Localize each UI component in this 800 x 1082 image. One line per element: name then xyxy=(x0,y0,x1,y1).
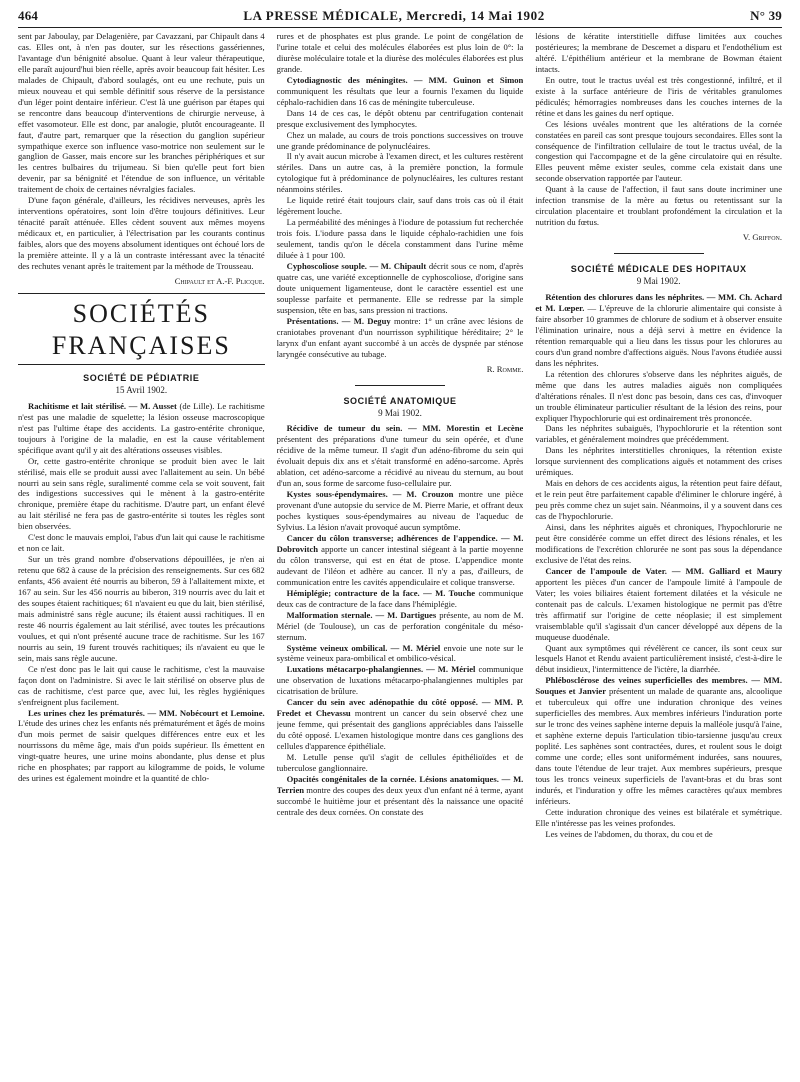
article-text: montre des coupes des deux yeux d'un enfant né à terme, ayant succombé le huitième jour et présentant dès la naissance une opacité centrale des deux cornées. On constate des xyxy=(276,784,524,817)
paragraph: C'est donc le mauvais emploi, l'abus d'un lait qui cause le rachitisme et non ce lait. xyxy=(18,532,265,554)
article-paragraph xyxy=(277,316,524,360)
paragraph: Les veines de l'abdomen, du thorax, du cou et de xyxy=(545,828,713,839)
article-paragraph xyxy=(277,774,524,818)
article-lead: Malformation sternale. — M. Dartigues xyxy=(286,609,437,620)
article-paragraph xyxy=(277,697,524,752)
section-date: 9 Mai 1902. xyxy=(378,407,422,418)
paragraph: Dans les néphrites subaiguës, l'hypochlorurie et la rétention sont variables, et généralement moindres que précédemment. xyxy=(535,423,783,445)
paragraph: Mais en dehors de ces accidents aigus, la rétention peut faire défaut, et le rein peut être parfaitement capable d'éliminer le chlorure ingéré, à peu près comme chez un sujet sain. Néanmoins, il y a souvent dans ces cas de l'hypochlorurie. xyxy=(535,478,783,522)
article-paragraph xyxy=(277,610,524,643)
article-text: montre: 1° un crâne avec lésions de craniotabes provenant d'un nourrisson syphilitique héréditaire; 2° le larynx d'un enfant ayant succombé à un accès de dyspnée par sténose laryngée consécutive au tubage. xyxy=(276,315,524,359)
article-paragraph xyxy=(277,423,524,489)
article-paragraph xyxy=(535,566,782,643)
article-text: présentent un malade de quarante ans, alcoolique et tuberculeux qui offre une induration chronique des veines superficielles des membres. Aux membres inférieurs l'induration porte sur le tronc des veines saphène interne depuis la malléole jusqu'à l'aine, et saphène externe depuis l'articulation tibio-tarsienne jusqu'au creux poplité. Les saphènes sont contractées, dures, et roulent sous le doigt comme une corde; elles sont uniformément indurées, sans nouures, dans toute l'étendue de leur trajet. Aux membres supérieurs, presque tous les troncs veineux superficiels de l'avant-bras et du bras sont indurés, et l'induration y offre les mêmes caractères qu'aux membres inférieurs. xyxy=(535,686,783,806)
article-lead: Cancer du sein avec adénopathie du côté opposé. — MM. P. Fredet et Chevassu xyxy=(276,697,524,719)
article-text: L'étude des urines chez les enfants nés prématurément et âgés de moins d'un mois permet de saisir quelques différences entre eux et les nourrissons du même âge, mais d'un poids supérieur. Ils émettent en vingt-quatre heures, une urine moins abondante, plus dense et plus riche en phosphates; par rapport au kilogramme de poids, le volume des urines est également moindre et la quantité de chlo- xyxy=(18,718,265,784)
article-lead: Système veineux ombilical. — M. Mériel xyxy=(286,642,441,653)
paragraph: Quant aux symptômes qui révélèrent ce cancer, ils sont ceux sur lesquels Hanot et Rendu avaient particulièrement insisté, c'est-à-dire le début insidieux, l'intermittence de l'ictère, la diarrhée. xyxy=(535,642,783,675)
page-number: 464 xyxy=(18,8,39,23)
paragraph: rures et de phosphates est plus grande. Le point de congélation de l'urine totale et celui des molécules élaborées est plus loin de 0°: la diurèse moléculaire totale et la diurèse des molécules élaborées est plus grande. xyxy=(276,31,524,74)
article-lead: Les urines chez les prématurés. — MM. Nobécourt et Lemoine. xyxy=(28,707,265,718)
article-text: montrent un cancer du sein observé chez une jeune femme, qui présentait des ganglions appréciables dans l'aisselle du côté opposé. L'examen histologique montre dans ces ganglions des cellules d'apparence épithéliale. xyxy=(276,708,524,752)
paragraph: La perméabilité des méninges à l'iodure de potassium fut recherchée trois fois. L'iodure passa dans le liquide céphalo-rachidien une fois seulement, tandis qu'on le décela constamment dans l'urine même diluée à 1 pour 100. xyxy=(276,217,524,261)
article-lead: Cytodiagnostic des méningites. — MM. Guinon et Simon xyxy=(286,74,524,85)
paragraph: Dans 14 de ces cas, le dépôt obtenu par centrifugation contenait presque exclusivement des lymphocytes. xyxy=(276,107,524,129)
section-date: 9 Mai 1902. xyxy=(636,276,681,287)
section-date: 15 Avril 1902. xyxy=(115,384,168,395)
paragraph: Or, cette gastro-entérite chronique se produit bien avec le lait stérilisé, mais elle se produit aussi avec l'allaitement au sein. Un bébé nourri au sein sans règle, suralimenté comme cela se voit souvent, fait des indigestions successives qui le mènent à la gastro-entérite chronique, première étape du rachitisme. D'autre part, un enfant élevé au lait stérilisé ne fera pas de gastro-entérite si toutes les règles sont bien observées. xyxy=(18,455,265,532)
signature: Chipault et A.-F. Plicque. xyxy=(174,275,265,286)
article-paragraph xyxy=(277,588,524,610)
article-paragraph xyxy=(277,489,524,533)
article-lead: Cancer de l'ampoule de Vater. — MM. Galliard et Maury xyxy=(545,565,783,576)
signature: R. Romme. xyxy=(486,363,524,374)
article-lead: Kystes sous-épendymaires. — M. Crouzon xyxy=(286,489,454,500)
column-2 xyxy=(277,31,524,1081)
paragraph: Chez un malade, au cours de trois ponctions successives on trouve une grande prédominance de polynucléaires. xyxy=(276,129,524,151)
article-paragraph xyxy=(277,643,524,665)
article-text: présente, au nom de M. Mériel (de Toulouse), un cas de perforation congénitale du méso-sternum. xyxy=(276,609,524,642)
article-text: communique deux cas de contracture de la face dans l'hémiplégie. xyxy=(276,587,524,609)
divider xyxy=(614,253,704,254)
article-lead: Rétention des chlorures dans les néphrites. — MM. Ch. Achard et M. Lœper. xyxy=(535,292,783,313)
section-heading: SOCIÉTÉ DE PÉDIATRIE xyxy=(83,372,200,383)
paragraph: M. Letulle pense qu'il s'agit de cellules épithélioïdes et de tuberculose ganglionnaire. xyxy=(276,752,524,773)
article-lead: Opacités congénitales de la cornée. Lésions anatomiques. — M. Terrien xyxy=(276,773,524,795)
paragraph: Ainsi, dans les néphrites aiguës et chroniques, l'hypochlorurie ne peut être considérée comme un effet direct des lésions rénales, et les modifications de l'excrétion chlorurée ne sont pas sous la dépendance exclusive de l'état des reins. xyxy=(535,522,783,565)
article-text: communique une observation de luxations métacarpo-phalangiennes multiples par cicatrisation de brûlure. xyxy=(276,664,524,697)
article-paragraph xyxy=(277,533,524,588)
article-lead: Rachitisme et lait stérilisé. — M. Ausset xyxy=(28,400,177,411)
article-paragraph xyxy=(277,75,524,108)
section-heading: SOCIÉTÉ ANATOMIQUE xyxy=(343,395,457,406)
divider xyxy=(18,293,265,294)
section-heading: SOCIÉTÉ MÉDICALE DES HOPITAUX xyxy=(570,264,747,275)
article-text: décrit sous ce nom, d'après quatre cas, une variété exceptionnelle de cyphoscoliose, d'origine sans doute uniquement ligamenteuse, dont le caractère essentiel est une souplesse parfaite et permanente. Elle se redresse par la simple suspension, tête en bas, sans pression ni tractions. xyxy=(276,261,524,315)
article-lead: Cyphoscoliose souple. — M. Chipault xyxy=(286,261,427,272)
article-paragraph xyxy=(535,675,782,806)
column-1 xyxy=(18,31,265,1081)
article-lead: Phlébosclérose des veines superficielles des membres. — MM. Souques et Janvier xyxy=(535,675,783,697)
article-paragraph xyxy=(277,261,524,316)
divider xyxy=(18,364,265,365)
issue-number: N° 39 xyxy=(750,8,782,23)
article-text: apportent les pièces d'un cancer de l'ampoule limité à l'ampoule de Vater; les voies biliaires étaient fortement dilatées et la vésicule ne contenait pas de calculs. L'examen histologique ne permit pas d'être très affirmatif sur l'origine de cette néoplasie; il est simplement vraisemblable qu'il s'agissait d'un cancer développé aux dépens de la muqueuse duodénale. xyxy=(535,576,783,642)
journal-title: LA PRESSE MÉDICALE, Mercredi, 14 Mai 1902 xyxy=(243,8,545,23)
paragraph: La rétention des chlorures s'observe dans les néphrites aiguës, de même que dans les autres maladies aiguës non compliquées d'altérations rénales. Il n'est donc pas besoin, dans ces cas, d'invoquer un trouble éliminateur particulier résultant de la lésion des reins, pour expliquer l'hypochlorurie qui est ordinairement très prononcée. xyxy=(535,368,783,423)
article-text: — L'épreuve de la chlorurie alimentaire qui consiste à faire absorber 10 grammes de chlorure de sodium et à observer ensuite l'élimination urinaire, nous a déjà servi à mettre en évidence la rétention remarquable qui a lieu dans les tissus pour les chlorures au cours d'un grand nombre d'affections aiguës. Nous l'avons étudiée aussi dans les néphrites. xyxy=(535,302,783,368)
paragraph: D'une façon générale, d'ailleurs, les récidives nerveuses, après les interventions opératoires, sont loin d'être toujours définitives. Leur ténacité paraît atténuée. Elles cèdent souvent aux mêmes moyens médicaux et, en particulier, à l'électrisation par les courants continus faibles, alors que des moyens absolument identiques ont échoué lors de la première atteinte. Il y a là un contraste intéressant avec la ténacité des rechutes venant après le traitement par la méthode de Trousseau. xyxy=(18,195,265,272)
article-lead: Luxations métacarpo-phalangiennes. — M. Mériel xyxy=(286,664,476,675)
paragraph: Ce n'est donc pas le lait qui cause le rachitisme, c'est la mauvaise façon dont on l'administre. Si avec le lait stérilisé on observe plus de cas de rachitisme, c'est parce que, avec lui, les règles hygiéniques s'enfreignent plus facilement. xyxy=(18,663,265,707)
article-text: apporte un cancer intestinal siégeant à la partie moyenne du côlon transverse, qui est en état de ptose. L'appendice monte audevant de l'iléon et adhère au cancer. Il n'y a pas, d'ailleurs, de communication entre les cavités appendiculaire et colique transverse. xyxy=(276,543,524,587)
article-lead: Cancer du côlon transverse; adhérences de l'appendice. — M. Dobrovitch xyxy=(276,532,524,554)
article-lead: Hémiplégie; contracture de la face. — M. Touche xyxy=(286,587,476,598)
article-paragraph xyxy=(277,664,524,697)
paragraph: Il n'y avait aucun microbe à l'examen direct, et les cultures restèrent stériles. Dans un autre cas, à la première ponction, la formule cytologique fut à prédominance de polynucléaires, les cultures restant néanmoins stériles. xyxy=(276,151,524,195)
article-text: (de Lille). Le rachitisme n'est pas une maladie de squelette; la lésion osseuse macroscopique n'est pas l'ultime étape des accidents. La gastro-entérite chronique, toujours à l'origine de la maladie, en est la cause véritablement spécifique avant qu'il y ait des altérations osseuses visibles. xyxy=(18,400,265,455)
article-text: communiquent les résultats que leur a fournis l'examen du liquide céphalo-rachidien dans 16 cas de méningite tuberculeuse. xyxy=(276,85,524,107)
column-3 xyxy=(535,31,782,1081)
paragraph: Sur un très grand nombre d'observations dépouillées, je n'en ai retenu que 682 à cause de la précision des renseignements. Sur ces 682 enfants, 456 avaient été nourris au biberon, 59 à l'allaitement mixte, et 167 au sein. Sur les 456 nourris au biberon, 319 nourris avec du lait et des soupes étaient rachitiques; 61 n'avaient eu que du lait, bien stérilisé, mais administré sans règle aucune; ils étaient aussi rachitiques. Il en reste 46 nourris également au lait stérilisé, avec toutes les précautions voulues, et qui n'ont présenté aucune trace de rachitisme. Sur les 167 nourris au sein, 19 furent trouvés rachitiques; ils n'avaient eu que le sein, mais sans règle aucune. xyxy=(18,554,265,663)
article-paragraph xyxy=(18,708,265,785)
paragraph: En outre, tout le tractus uvéal est très congestionné, infiltré, et il existe à la surface antérieure de l'iris de véritables granulomes pédiculés; hémorragies nombreuses dans les couches internes de la rétine et dans les gaines du nerf optique. xyxy=(535,74,783,118)
paragraph: Dans les néphrites interstitielles chroniques, la rétention existe lorsque surviennent des complications aiguës et notamment des crises urémiques. xyxy=(535,445,783,478)
article-text: envoie une note sur le système veineux para-ombilical et ombilico-vésical. xyxy=(276,642,524,664)
article-text: montre une pièce provenant d'une autopsie du service de M. Pierre Marie, et offrant deux poches kystiques sous-épendymaires au niveau de l'aqueduc de Sylvius. La lésion n'avait provoqué aucun symptôme. xyxy=(276,489,524,533)
rubric-title: SOCIÉTÉS FRANÇAISES xyxy=(51,298,231,360)
page-header xyxy=(18,8,782,28)
paragraph: lésions de kératite interstitielle diffuse limitées aux couches postérieures; la membrane de Descemet a disparu et l'endothélium est altéré. L'épithélium antérieur et la membrane de Bowman étaient intacts. xyxy=(535,31,783,74)
paragraph: Cette induration chronique des veines est bilatérale et symétrique. Elle n'intéresse pas les veines profondes. xyxy=(535,806,783,828)
paragraph: sent par Jaboulay, par Delagenière, par Cavazzani, par Chipault dans 4 cas. Elles ont, à n'en pas douter, sur les résections gassériennes, l'avantage d'un bénignité absolue. Quant à leur valeur thérapeutique, elle paraît aujourd'hui bien réelle, après avoir beaucoup fait hésiter. Les malades de Chipault, d'abord soulagés, ont eu une rechute, puis un mieux nouveau et qui semble définitif sous réserve de la persistance d'un léger point dentaire inférieur. C'est là une guérison par étapes qui se rencontre dans beaucoup d'interventions de chirurgie nerveuse, à effet vasomoteur. Elle est donc, par analogie, plutôt encourageante. Il faut, d'autre part, remarquer que la résection du ganglion supérieur sympathique exerce son influence vaso-motrice non seulement sur le ganglion de Gasser, mais encore sur les branches périphériques et sur les centres bulbaires du trijumeau. Si bien qu'elle peut fort bien devenir, par sa bénignité et l'étendue de son influence, un véritable traitement de choix de certaines névralgies faciales. xyxy=(18,31,265,195)
paragraph: Quant à la cause de l'affection, il faut sans doute incriminer une infection transmise de la mère au fœtus ou retentissant sur la circulation placentaire et troublant profondément la circulation et la nutrition du fœtus. xyxy=(535,184,783,228)
article-lead: Récidive de tumeur du sein. — MM. Morestin et Lecène xyxy=(286,423,524,434)
paragraph: Ces lésions uvéales montrent que les altérations de la cornée constatées en pareil cas sont presque toujours secondaires. Elles sont la conséquence de l'infiltration cellulaire de tout le tractus uvéal, de la congestion qui l'accompagne et de la gêne circulatoire qui en résulte. Elles peuvent même exister seules, comme cela existait dans une seconde observation rapportée par l'auteur. xyxy=(535,118,783,184)
paragraph: Le liquide retiré était toujours clair, sauf dans trois cas où il était légèrement louche. xyxy=(276,195,524,217)
article-lead: Présentations. — M. Deguy xyxy=(286,315,391,326)
signature: V. Griffon. xyxy=(742,232,783,243)
article-paragraph xyxy=(535,292,782,369)
article-paragraph xyxy=(18,401,265,456)
columns xyxy=(18,31,782,1081)
divider xyxy=(355,385,445,386)
article-text: présentent des préparations d'une tumeur du sein opérée, et d'une récidive de la même tumeur. Il s'agit d'un adéno-fibrome du sein qui évoluait depuis dix ans et s'était transformé en adéno-sarcome. Après ablation, cet adéno-sarcome a récidivé au niveau du sternum, au bout d'un an, sous forme de sarcome fuso-cellulaire pur. xyxy=(276,434,524,489)
